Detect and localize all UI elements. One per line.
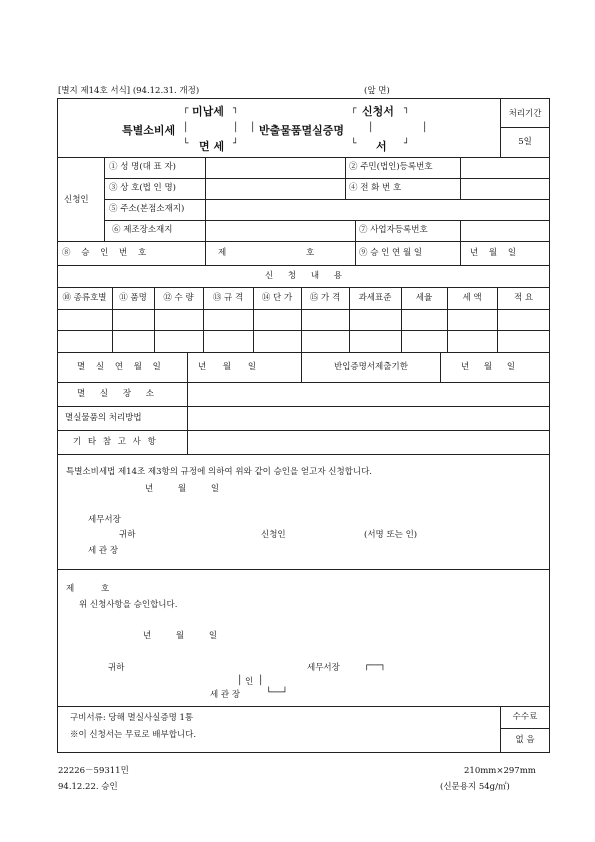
label-factory-location: ⑥ 제조장소재지	[112, 225, 173, 235]
title-tax-free: 면 세	[199, 140, 225, 153]
notice-approval-text: 위 신청사항을 승인합니다.	[79, 600, 178, 610]
seal-bracket-icon: │	[237, 676, 243, 686]
application-tax-office: 세무서장	[88, 515, 121, 525]
label-loss-date: 멸 실 연 월 일	[77, 362, 161, 372]
required-documents: 구비서류: 당해 멸실사실증명 1통	[70, 713, 194, 723]
application-statement: 특별소비세법 제14조 제3항의 규정에 의하여 위와 같이 승인을 얻고자 신청합니다.	[66, 467, 372, 477]
col-spec: ⑬ 규 격	[212, 293, 244, 303]
label-loss-place: 멸 실 장 소	[77, 389, 154, 399]
notice-number-suffix: 호	[101, 584, 110, 594]
application-applicant: 신청인	[261, 530, 286, 540]
seal-bracket-icon: ┌──┐	[364, 661, 386, 671]
paper-type: (신문용지 54g/㎡)	[440, 782, 510, 792]
title-document: 서	[376, 140, 387, 153]
application-signature: (서명 또는 인)	[364, 530, 418, 540]
bracket-icon: │	[250, 123, 256, 133]
bracket-icon: │	[422, 123, 428, 133]
bracket-icon: └	[183, 139, 189, 149]
approval-number-prefix: 제	[218, 248, 227, 258]
notice-number-prefix: 제	[66, 584, 75, 594]
label-business-reg-number: ⑦ 사업자등록번호	[359, 225, 428, 235]
form-frame	[57, 98, 550, 753]
col-tax-rate: 세율	[415, 293, 433, 303]
submission-deadline-value: 년 월 일	[461, 362, 516, 372]
col-tax-amount: 세 액	[462, 293, 482, 303]
application-to: 귀하	[119, 530, 136, 540]
loss-date-value: 년 월 일	[198, 362, 257, 372]
approval-number-suffix: 호	[306, 248, 315, 258]
processing-period-label: 처리기간	[508, 109, 542, 119]
bracket-icon: ┐	[233, 104, 239, 114]
label-address: ⑤ 주소(본점소재지)	[109, 204, 185, 214]
label-registration-number: ② 주민(법인)등록번호	[349, 162, 433, 172]
col-type: ⑩ 종류호별	[62, 293, 107, 303]
fee-label: 수수료	[512, 712, 538, 722]
application-customs: 세 관 장	[88, 546, 119, 556]
label-approval-number: ⑧ 승 인 번 호	[62, 248, 151, 258]
application-date: 년 월 일	[145, 484, 220, 494]
applicant-group-label: 신청인	[64, 195, 89, 205]
col-remarks: 적 요	[513, 293, 534, 303]
col-quantity: ⑫ 수 량	[163, 293, 194, 303]
form-number: [별지 제14호 서식] (94.12.31. 개정)	[58, 86, 200, 96]
title-special-excise-tax: 특별소비세	[122, 124, 176, 137]
label-name: ① 성 명(대 표 자)	[109, 162, 176, 172]
bracket-icon: ┌	[351, 104, 357, 114]
label-other-notes: 기 타 참 고 사 항	[73, 437, 156, 447]
contents-title: 신 청 내 용	[265, 271, 342, 281]
label-disposal-method: 멸실물품의 처리방법	[65, 413, 142, 423]
notice-date: 년 월 일	[143, 631, 218, 641]
label-approval-date: ⑨ 승 인 연 월 일	[359, 248, 423, 258]
bracket-icon: │	[183, 123, 189, 133]
bracket-icon: ┘	[233, 139, 239, 149]
notice-customs: 세 관 장	[210, 690, 241, 700]
notice-to: 귀하	[108, 663, 125, 673]
label-submission-deadline: 반입증명서제출기한	[334, 362, 408, 372]
label-phone: ④ 전 화 번 호	[349, 183, 402, 193]
paper-size: 210mm×297mm	[464, 766, 536, 776]
seal-bracket-icon: └──┘	[266, 688, 288, 698]
title-tax-exempt-unpaid: 미납세	[192, 105, 224, 118]
title-loss-certificate: 반출물품멸실증명	[259, 124, 345, 137]
seal-bracket-icon: │	[258, 676, 264, 686]
bracket-icon: │	[233, 123, 239, 133]
col-unit-price: ⑭ 단 가	[261, 293, 293, 303]
bracket-icon: ┘	[404, 139, 410, 149]
col-item-name: ⑪ 품명	[119, 293, 147, 303]
notice-tax-office: 세무서장	[307, 663, 340, 673]
title-application: 신청서	[362, 105, 394, 118]
approval-date-value: 년 월 일	[470, 248, 517, 258]
label-business-name: ③ 상 호(법 인 명)	[109, 183, 176, 193]
processing-period-value: 5일	[518, 137, 532, 147]
form-approval-date: 94.12.22. 승인	[58, 782, 118, 792]
bracket-icon: ┐	[404, 104, 410, 114]
bracket-icon: ┌	[183, 104, 189, 114]
col-tax-base: 과세표준	[358, 293, 392, 303]
bracket-icon: │	[368, 123, 374, 133]
bracket-icon: └	[351, 139, 357, 149]
fee-value: 없 음	[515, 735, 535, 745]
form-code: 22226－59311민	[58, 766, 129, 776]
page-side: (앞 면)	[364, 86, 390, 96]
free-distribution-note: ※이 신청서는 무료로 배부합니다.	[70, 730, 197, 740]
col-price: ⑮ 가 격	[309, 293, 341, 303]
notice-seal: 인	[245, 677, 254, 687]
